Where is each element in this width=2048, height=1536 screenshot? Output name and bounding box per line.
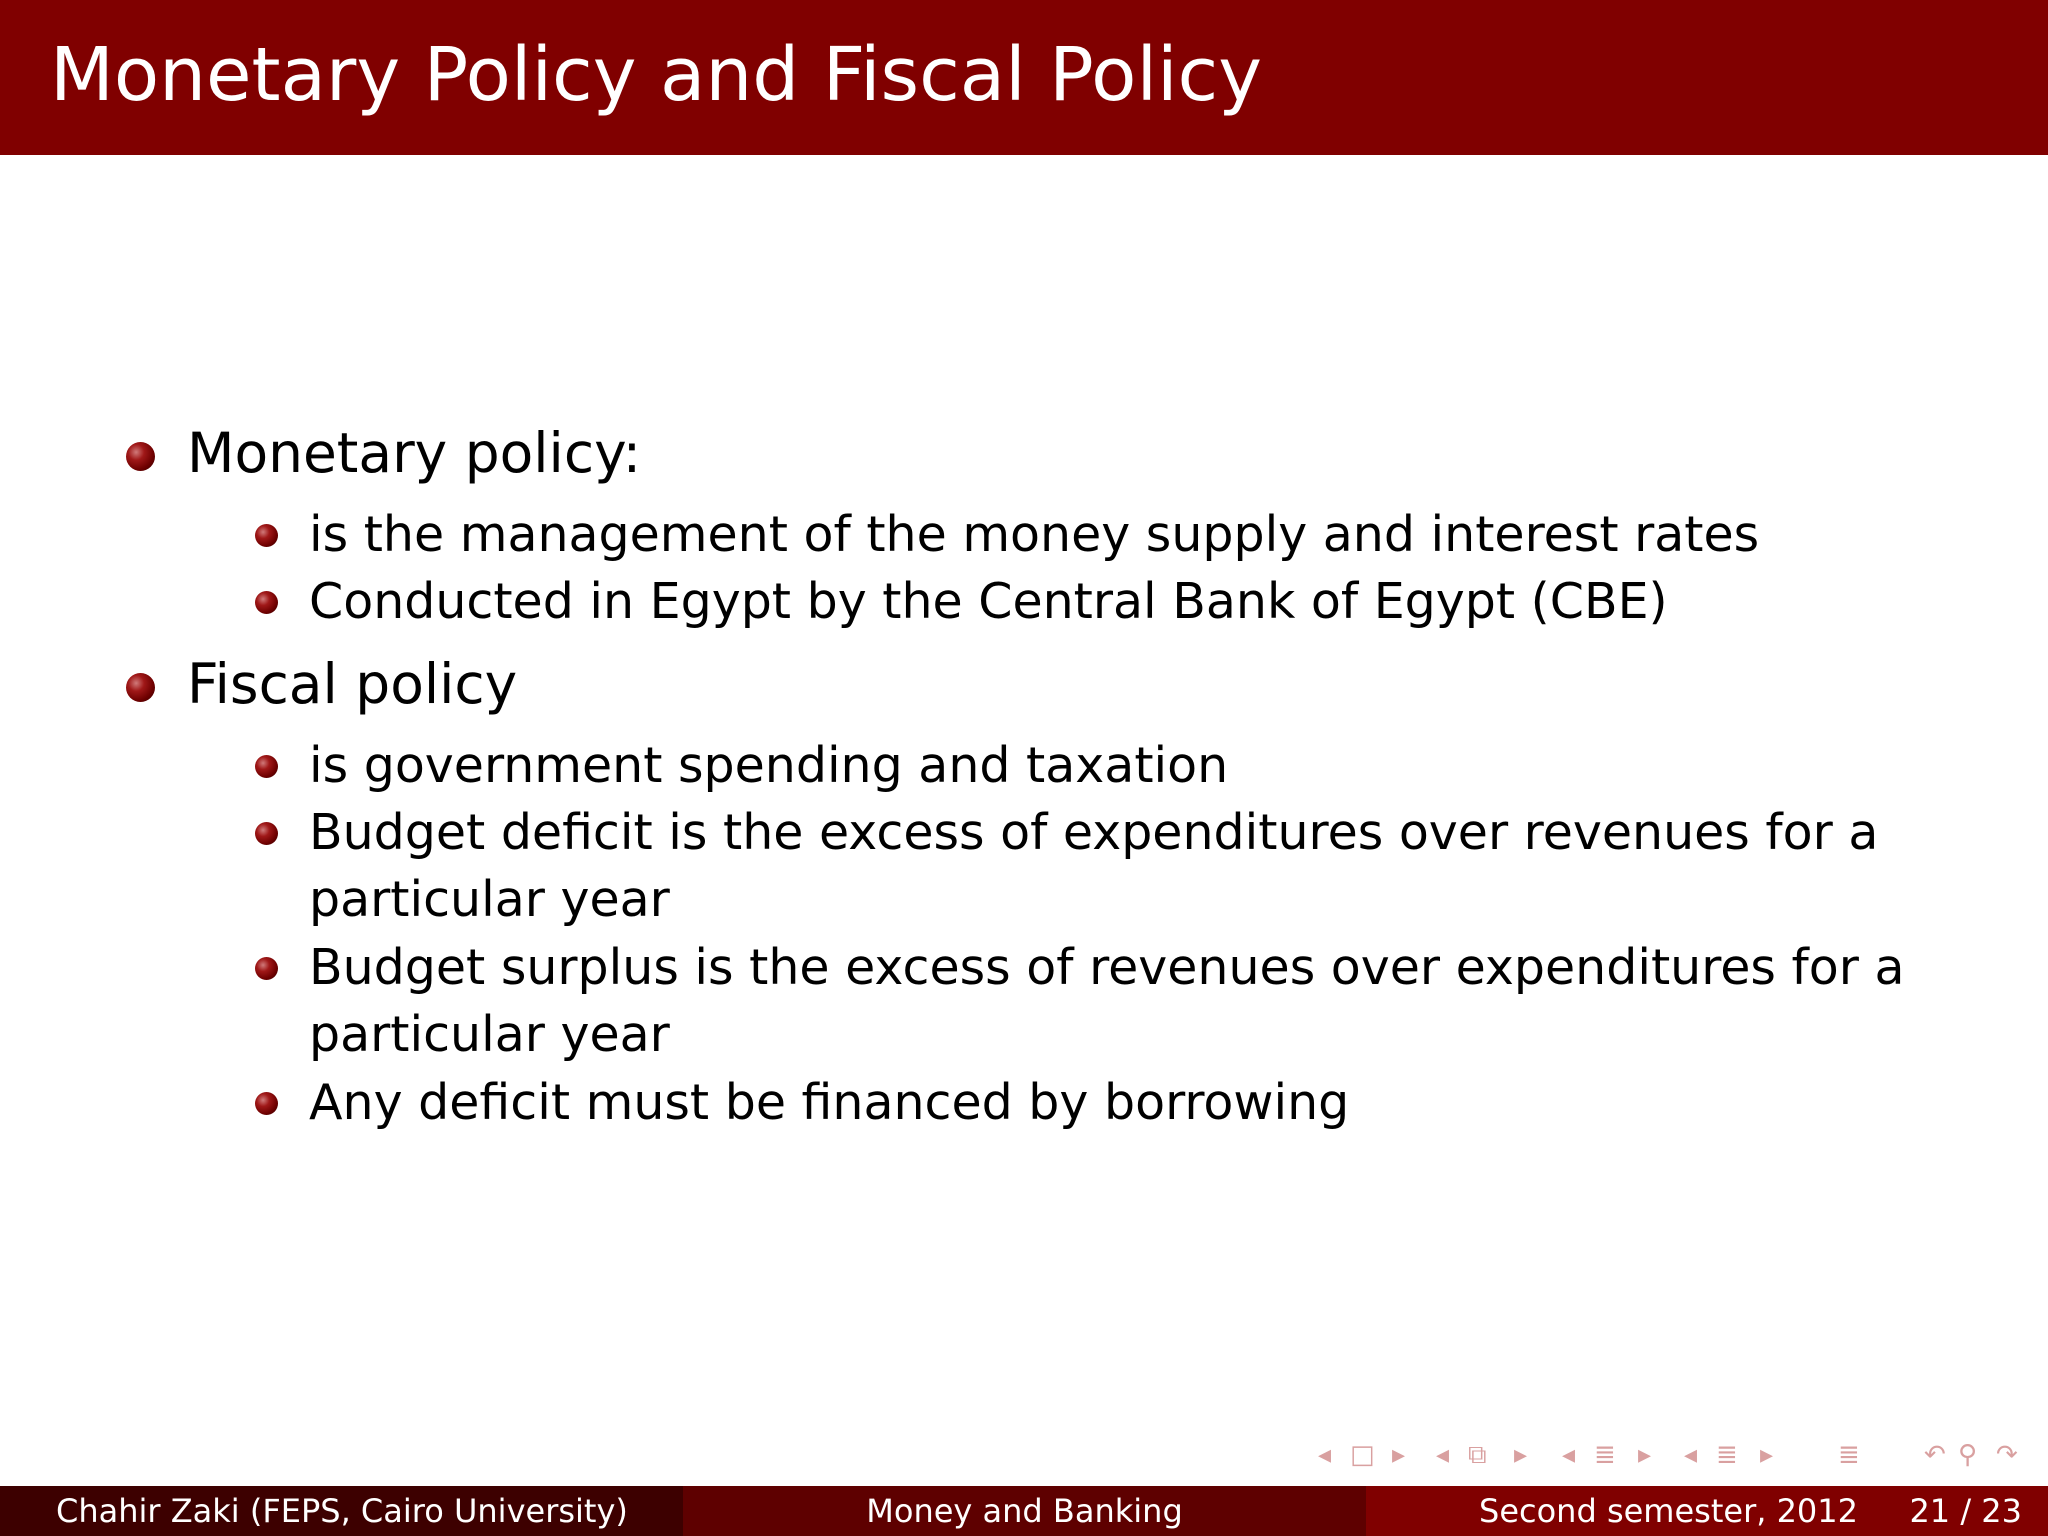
section-icon[interactable]: ≣: [1716, 1440, 1738, 1470]
bullet-icon: [255, 524, 278, 547]
frame-icon[interactable]: □: [1350, 1440, 1375, 1470]
footer-author: Chahir Zaki (FEPS, Cairo University): [56, 1492, 628, 1530]
arrow-right-icon[interactable]: ▸: [1760, 1440, 1774, 1470]
arrow-right-icon[interactable]: ▸: [1514, 1440, 1528, 1470]
footer-course-section: [683, 1486, 1366, 1536]
footer-page-number: 21 / 23: [1909, 1492, 2022, 1530]
list-item: Monetary policy:: [187, 421, 642, 485]
back-icon[interactable]: ↶: [1924, 1440, 1946, 1470]
bullet-icon: [255, 755, 278, 778]
list-item: Fiscal policy: [187, 652, 518, 716]
forward-icon[interactable]: ↷: [1996, 1440, 2018, 1470]
footer-author-section: [0, 1486, 683, 1536]
search-icon[interactable]: ⚲: [1958, 1440, 1978, 1470]
arrow-right-icon[interactable]: ▸: [1638, 1440, 1652, 1470]
bullet-icon: [255, 957, 278, 980]
list-subitem: Any deficit must be financed by borrowing: [309, 1074, 1350, 1131]
list-subitem: Budget surplus is the excess of revenues over expenditures for a: [309, 939, 1905, 996]
arrow-left-icon[interactable]: ◂: [1436, 1440, 1450, 1470]
list-subitem-continuation: particular year: [309, 871, 670, 928]
bullet-icon: [126, 442, 155, 471]
slide-title: Monetary Policy and Fiscal Policy: [50, 32, 1263, 118]
footer: [0, 1486, 2048, 1536]
bullet-icon: [126, 673, 155, 702]
list-subitem-continuation: particular year: [309, 1006, 670, 1063]
appendix-icon[interactable]: ≣: [1838, 1440, 1860, 1470]
bullet-icon: [255, 591, 278, 614]
list-subitem: is government spending and taxation: [309, 737, 1229, 794]
section-icon[interactable]: ≣: [1594, 1440, 1616, 1470]
bullet-icon: [255, 1092, 278, 1115]
navigation-bar: [0, 1440, 2048, 1470]
footer-date-section: [1366, 1486, 2048, 1536]
arrow-right-icon[interactable]: ▸: [1392, 1440, 1406, 1470]
arrow-left-icon[interactable]: ◂: [1318, 1440, 1332, 1470]
list-subitem: Conducted in Egypt by the Central Bank of Egypt (CBE): [309, 573, 1668, 630]
list-subitem: is the management of the money supply and interest rates: [309, 506, 1760, 563]
arrow-left-icon[interactable]: ◂: [1684, 1440, 1698, 1470]
subsection-icon[interactable]: ⧉: [1468, 1440, 1487, 1470]
footer-date: Second semester, 2012: [1479, 1492, 1858, 1530]
list-subitem: Budget deficit is the excess of expenditures over revenues for a: [309, 804, 1879, 861]
arrow-left-icon[interactable]: ◂: [1562, 1440, 1576, 1470]
footer-course: Money and Banking: [866, 1492, 1183, 1530]
bullet-icon: [255, 822, 278, 845]
